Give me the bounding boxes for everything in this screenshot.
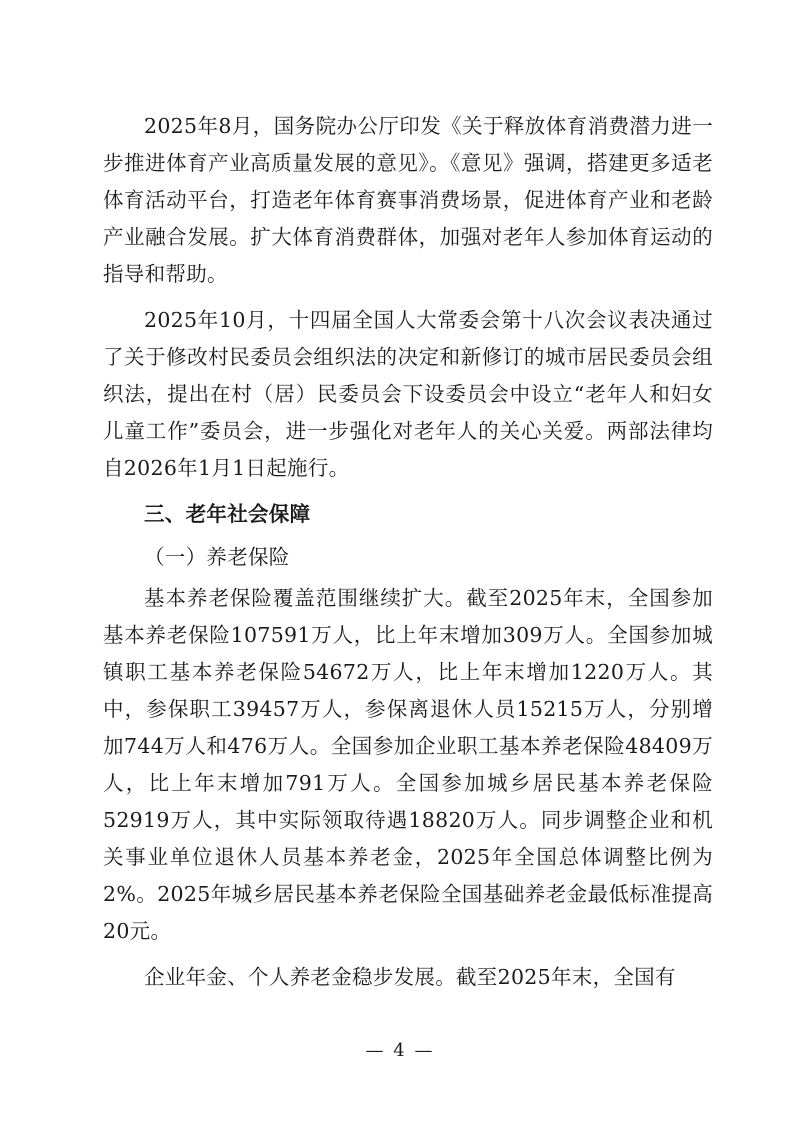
section-heading: 三、老年社会保障 [144,502,311,526]
page-number: — 4 — [365,1040,435,1061]
paragraph-committee-law: 2025年10月，十四届全国人大常委会第十八次会议表决通过了关于修改村民委员会组织法的决定和新修订的城市居民委员会组织法，提出在村（居）民委员会下设委员会中设立“老年人和妇女儿童工作”委员会，进一步强化对老年人的关心关爱。两部法律均自2026年1月1日起施行。 [103,308,713,480]
paragraph-pension-coverage: 基本养老保险覆盖范围继续扩大。截至2025年末，全国参加基本养老保险107591万人，比上年末增加309万人。全国参加城镇职工基本养老保险54672万人，比上年末增加1220万人。其中，参保职工39457万人，参保离退休人员15215万人，分别增加744万人和476万人。全国参加企业职工基本养老保险48409万人，比上年末增加791万人。全国参加城乡居民基本养老保险52919万人，其中实际领取待遇18820万人。同步调整企业和机关事业单位退休人员基本养老金，2025年全国总体调整比例为2%。2025年城乡居民基本养老保险全国基础养老金最低标准提高20元。 [103,586,713,943]
subsection-heading: （一）养老保险 [144,545,290,569]
paragraph-enterprise-annuity: 企业年金、个人养老金稳步发展。截至2025年末，全国有 [144,965,676,989]
paragraph-sports-consumption: 2025年8月，国务院办公厅印发《关于释放体育消费潜力进一步推进体育产业高质量发展的意见》。《意见》强调，搭建更多适老体育活动平台，打造老年体育赛事消费场景，促进体育产业和老龄产业融合发展。扩大体育消费群体，加强对老年人参加体育运动的指导和帮助。 [103,114,713,286]
document-body [103,108,713,1005]
